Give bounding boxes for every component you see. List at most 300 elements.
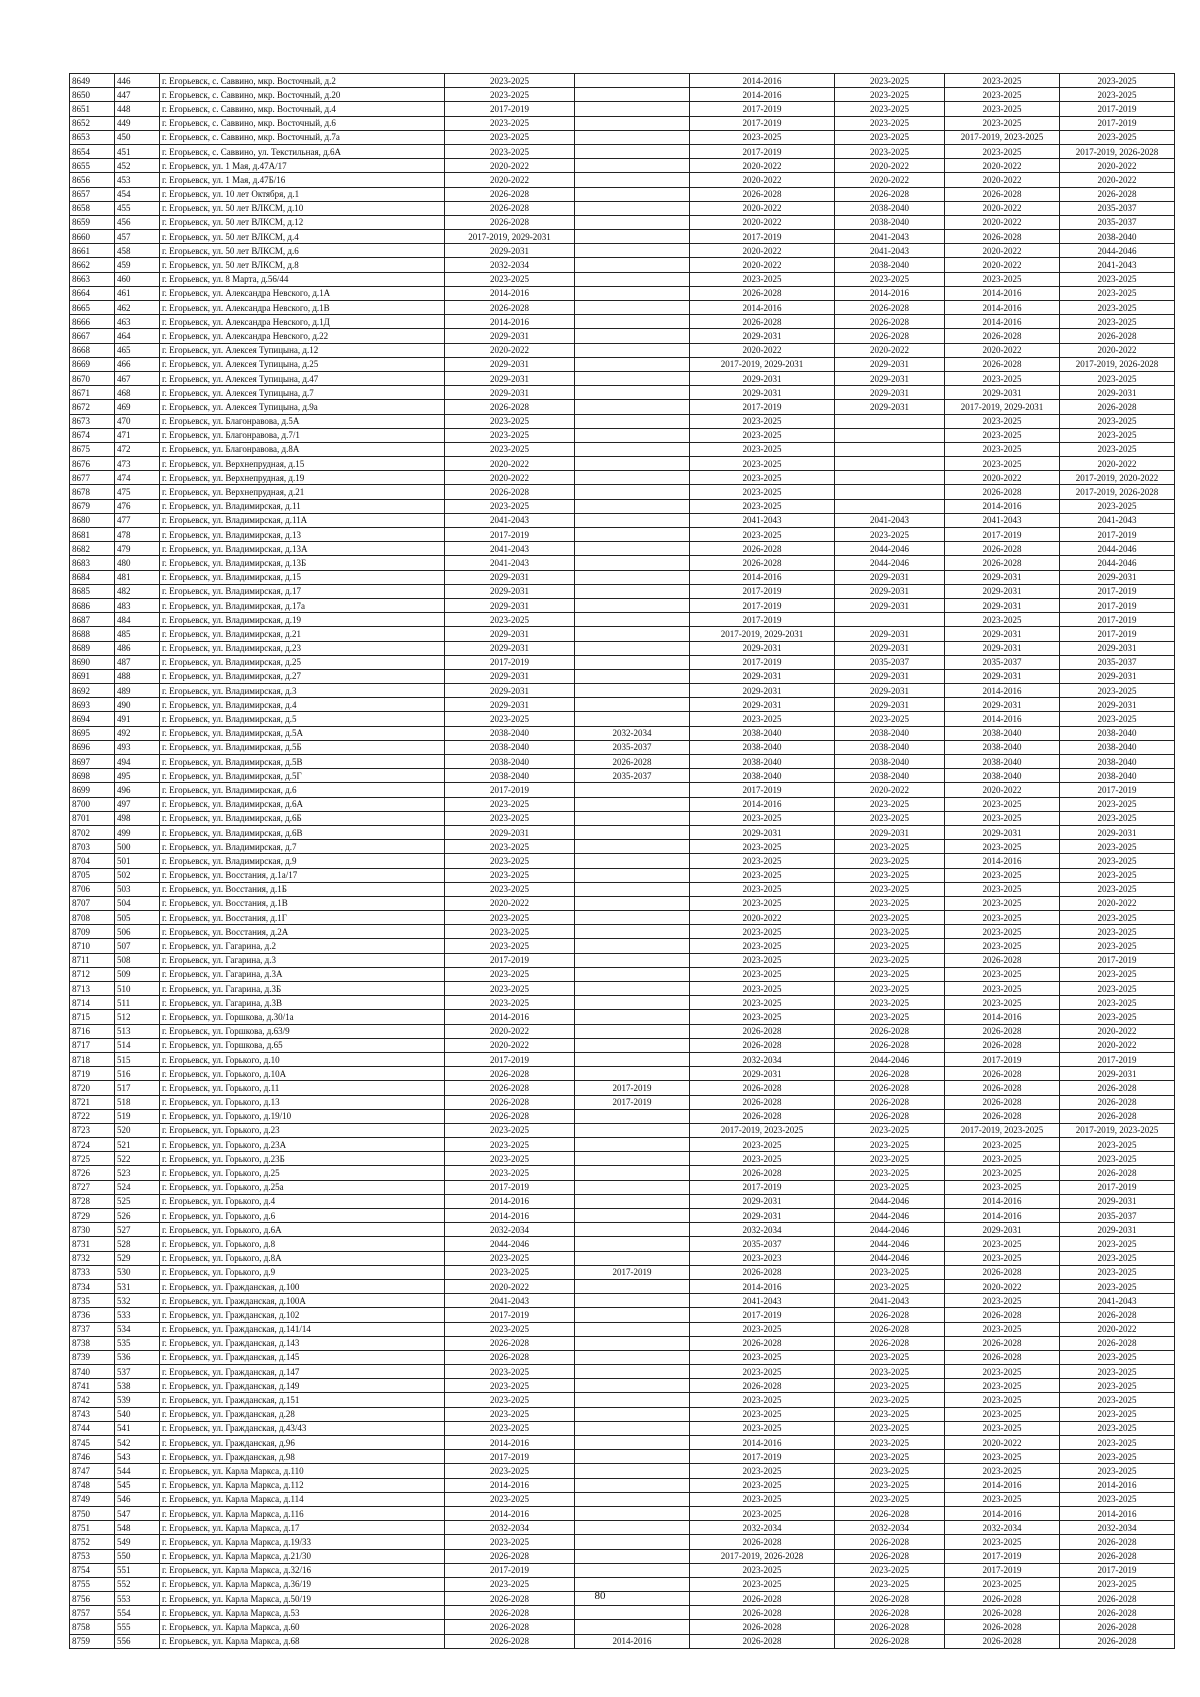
cell-address: г. Егорьевск, ул. Алексея Тупицына, д.25	[160, 357, 445, 371]
cell-row-number: 8739	[70, 1350, 115, 1364]
cell-row-number: 8690	[70, 655, 115, 669]
cell-period-6: 2023-2025	[1060, 1010, 1175, 1024]
cell-period-3: 2023-2025	[690, 868, 835, 882]
cell-address: г. Егорьевск, ул. Алексея Тупицына, д.7	[160, 386, 445, 400]
cell-period-6: 2038-2040	[1060, 755, 1175, 769]
cell-address-number: 457	[115, 230, 160, 244]
cell-period-1: 2029-2031	[445, 598, 575, 612]
cell-period-1: 2026-2028	[445, 1336, 575, 1350]
cell-period-5: 2020-2022	[945, 1279, 1060, 1293]
cell-row-number: 8696	[70, 740, 115, 754]
cell-period-1: 2023-2025	[445, 613, 575, 627]
cell-period-2	[575, 1407, 690, 1421]
cell-address-number: 469	[115, 400, 160, 414]
table-row	[70, 882, 1175, 896]
cell-address: г. Егорьевск, с. Саввино, мкр. Восточный, д.4	[160, 102, 445, 116]
table-row	[70, 371, 1175, 385]
table-row	[70, 116, 1175, 130]
cell-period-1: 2029-2031	[445, 329, 575, 343]
table-row	[70, 1407, 1175, 1421]
cell-period-3: 2023-2025	[690, 811, 835, 825]
cell-period-2	[575, 1010, 690, 1024]
cell-period-4: 2023-2025	[835, 88, 945, 102]
page-number: 80	[594, 1590, 606, 1602]
cell-address-number: 505	[115, 911, 160, 925]
cell-address: г. Егорьевск, ул. Гражданская, д.145	[160, 1350, 445, 1364]
table-row	[70, 1052, 1175, 1066]
cell-period-1: 2026-2028	[445, 1067, 575, 1081]
cell-row-number: 8685	[70, 584, 115, 598]
cell-period-1: 2017-2019	[445, 528, 575, 542]
cell-row-number: 8699	[70, 783, 115, 797]
cell-period-6: 2026-2028	[1060, 1592, 1175, 1606]
cell-period-2	[575, 471, 690, 485]
cell-address-number: 510	[115, 982, 160, 996]
cell-row-number: 8660	[70, 230, 115, 244]
cell-period-6: 2026-2028	[1060, 1634, 1175, 1648]
cell-address: г. Егорьевск, ул. Горького, д.8	[160, 1237, 445, 1251]
cell-row-number: 8658	[70, 201, 115, 215]
cell-row-number: 8718	[70, 1052, 115, 1066]
cell-row-number: 8692	[70, 684, 115, 698]
cell-address: г. Егорьевск, ул. Владимирская, д.15	[160, 570, 445, 584]
table-row	[70, 1123, 1175, 1137]
cell-period-1: 2023-2025	[445, 272, 575, 286]
cell-period-3: 2014-2016	[690, 301, 835, 315]
cell-address: г. Егорьевск, ул. Александра Невского, д.1Д	[160, 315, 445, 329]
cell-period-2	[575, 655, 690, 669]
cell-period-1: 2023-2025	[445, 1535, 575, 1549]
cell-period-4: 2026-2028	[835, 315, 945, 329]
cell-period-3: 2017-2019	[690, 655, 835, 669]
table-row	[70, 428, 1175, 442]
cell-period-2	[575, 258, 690, 272]
cell-period-5: 2023-2025	[945, 102, 1060, 116]
cell-address-number: 465	[115, 343, 160, 357]
cell-address-number: 518	[115, 1095, 160, 1109]
cell-period-2	[575, 1024, 690, 1038]
cell-period-4: 2041-2043	[835, 230, 945, 244]
cell-period-3: 2023-2025	[690, 1393, 835, 1407]
cell-period-3: 2038-2040	[690, 740, 835, 754]
cell-address: г. Егорьевск, ул. Гагарина, д.3	[160, 953, 445, 967]
cell-period-6: 2029-2031	[1060, 386, 1175, 400]
table-row	[70, 1109, 1175, 1123]
table-row	[70, 187, 1175, 201]
table-body	[70, 74, 1175, 1649]
cell-period-3: 2023-2025	[690, 1492, 835, 1506]
cell-period-2	[575, 1138, 690, 1152]
cell-period-5: 2026-2028	[945, 1067, 1060, 1081]
cell-address: г. Егорьевск, ул. Горького, д.23А	[160, 1138, 445, 1152]
cell-row-number: 8719	[70, 1067, 115, 1081]
cell-period-4: 2026-2028	[835, 1620, 945, 1634]
cell-period-5: 2026-2028	[945, 556, 1060, 570]
cell-period-2	[575, 230, 690, 244]
cell-period-1: 2026-2028	[445, 1592, 575, 1606]
cell-period-5: 2029-2031	[945, 570, 1060, 584]
cell-address-number: 517	[115, 1081, 160, 1095]
cell-period-1: 2026-2028	[445, 187, 575, 201]
cell-period-5: 2014-2016	[945, 301, 1060, 315]
cell-period-1: 2014-2016	[445, 1478, 575, 1492]
cell-period-3: 2023-2025	[690, 1152, 835, 1166]
table-row	[70, 414, 1175, 428]
cell-period-4	[835, 442, 945, 456]
cell-period-6: 2038-2040	[1060, 230, 1175, 244]
cell-period-4: 2023-2025	[835, 1350, 945, 1364]
cell-address: г. Егорьевск, ул. Владимирская, д.5Б	[160, 740, 445, 754]
cell-period-6: 2023-2025	[1060, 315, 1175, 329]
cell-period-2: 2035-2037	[575, 740, 690, 754]
cell-period-1: 2023-2025	[445, 882, 575, 896]
cell-address: г. Егорьевск, ул. Благонравова, д.8А	[160, 442, 445, 456]
table-row	[70, 868, 1175, 882]
cell-period-1: 2029-2031	[445, 570, 575, 584]
cell-period-2	[575, 428, 690, 442]
cell-period-5: 2020-2022	[945, 783, 1060, 797]
cell-row-number: 8738	[70, 1336, 115, 1350]
cell-address: г. Егорьевск, ул. Гражданская, д.100А	[160, 1294, 445, 1308]
cell-period-2	[575, 1535, 690, 1549]
cell-address-number: 506	[115, 925, 160, 939]
cell-period-5: 2026-2028	[945, 1592, 1060, 1606]
cell-period-6: 2017-2019, 2020-2022	[1060, 471, 1175, 485]
cell-period-5: 2014-2016	[945, 1478, 1060, 1492]
cell-address-number: 531	[115, 1279, 160, 1293]
cell-period-1: 2020-2022	[445, 159, 575, 173]
cell-period-3: 2029-2031	[690, 1067, 835, 1081]
cell-period-1: 2017-2019	[445, 102, 575, 116]
cell-period-2	[575, 1209, 690, 1223]
cell-period-2	[575, 88, 690, 102]
cell-address: г. Егорьевск, ул. Владимирская, д.11А	[160, 513, 445, 527]
cell-period-6: 2041-2043	[1060, 258, 1175, 272]
table-row	[70, 797, 1175, 811]
cell-address: г. Егорьевск, ул. Владимирская, д.5А	[160, 726, 445, 740]
table-row	[70, 485, 1175, 499]
cell-address-number: 556	[115, 1634, 160, 1648]
cell-period-2	[575, 1478, 690, 1492]
table-row	[70, 698, 1175, 712]
cell-period-1: 2026-2028	[445, 1634, 575, 1648]
cell-row-number: 8652	[70, 116, 115, 130]
cell-period-5: 2023-2025	[945, 428, 1060, 442]
cell-address: г. Егорьевск, ул. 1 Мая, д.47А/17	[160, 159, 445, 173]
cell-period-1: 2023-2025	[445, 144, 575, 158]
cell-address-number: 548	[115, 1521, 160, 1535]
cell-address-number: 452	[115, 159, 160, 173]
table-row	[70, 1081, 1175, 1095]
cell-address: г. Егорьевск, ул. Владимирская, д.17	[160, 584, 445, 598]
table-row	[70, 1365, 1175, 1379]
table-row	[70, 1166, 1175, 1180]
cell-row-number: 8698	[70, 769, 115, 783]
cell-period-6: 2035-2037	[1060, 1209, 1175, 1223]
cell-period-6: 2023-2025	[1060, 499, 1175, 513]
cell-period-2	[575, 1052, 690, 1066]
cell-address: г. Егорьевск, ул. 8 Марта, д.56/44	[160, 272, 445, 286]
cell-row-number: 8757	[70, 1606, 115, 1620]
cell-period-4: 2023-2025	[835, 896, 945, 910]
cell-period-5: 2026-2028	[945, 357, 1060, 371]
cell-period-3: 2023-2025	[690, 896, 835, 910]
table-row	[70, 1620, 1175, 1634]
cell-address-number: 542	[115, 1436, 160, 1450]
cell-period-4: 2023-2025	[835, 1478, 945, 1492]
cell-period-2	[575, 400, 690, 414]
cell-period-1: 2023-2025	[445, 1393, 575, 1407]
cell-period-1: 2023-2025	[445, 88, 575, 102]
cell-period-1: 2029-2031	[445, 669, 575, 683]
cell-period-3: 2023-2025	[690, 471, 835, 485]
cell-period-3: 2026-2028	[690, 1336, 835, 1350]
cell-period-3: 2023-2023	[690, 1251, 835, 1265]
cell-period-3: 2026-2028	[690, 187, 835, 201]
cell-period-1: 2023-2025	[445, 1407, 575, 1421]
cell-period-6: 2020-2022	[1060, 159, 1175, 173]
cell-period-1: 2029-2031	[445, 386, 575, 400]
cell-period-5: 2023-2025	[945, 982, 1060, 996]
cell-address: г. Егорьевск, ул. Благонравова, д.7/1	[160, 428, 445, 442]
cell-period-6: 2026-2028	[1060, 187, 1175, 201]
cell-address-number: 521	[115, 1138, 160, 1152]
table-row	[70, 726, 1175, 740]
cell-address: г. Егорьевск, ул. Горького, д.9	[160, 1265, 445, 1279]
cell-address-number: 545	[115, 1478, 160, 1492]
cell-period-3: 2023-2025	[690, 528, 835, 542]
cell-period-4: 2023-2025	[835, 797, 945, 811]
cell-period-1: 2026-2028	[445, 1081, 575, 1095]
cell-period-5: 2041-2043	[945, 513, 1060, 527]
cell-row-number: 8668	[70, 343, 115, 357]
cell-period-6: 2020-2022	[1060, 173, 1175, 187]
cell-period-1: 2023-2025	[445, 130, 575, 144]
cell-period-6: 2017-2019	[1060, 1563, 1175, 1577]
cell-period-2	[575, 1521, 690, 1535]
cell-period-4: 2023-2025	[835, 1450, 945, 1464]
cell-period-5: 2023-2025	[945, 1464, 1060, 1478]
cell-period-2	[575, 215, 690, 229]
cell-row-number: 8715	[70, 1010, 115, 1024]
cell-address-number: 529	[115, 1251, 160, 1265]
table-row	[70, 315, 1175, 329]
table-row	[70, 854, 1175, 868]
cell-period-6: 2017-2019	[1060, 598, 1175, 612]
cell-period-1: 2026-2028	[445, 400, 575, 414]
cell-period-4: 2023-2025	[835, 925, 945, 939]
cell-period-2	[575, 173, 690, 187]
cell-period-6: 2023-2025	[1060, 712, 1175, 726]
cell-period-6: 2023-2025	[1060, 882, 1175, 896]
cell-period-5: 2023-2025	[945, 1407, 1060, 1421]
cell-period-4: 2023-2025	[835, 1407, 945, 1421]
cell-address: г. Егорьевск, ул. Владимирская, д.9	[160, 854, 445, 868]
cell-period-5: 2038-2040	[945, 755, 1060, 769]
cell-period-5: 2023-2025	[945, 1393, 1060, 1407]
table-row	[70, 1350, 1175, 1364]
cell-period-3: 2023-2025	[690, 996, 835, 1010]
cell-period-2	[575, 1421, 690, 1435]
cell-address-number: 508	[115, 953, 160, 967]
cell-address: г. Егорьевск, ул. Владимирская, д.6А	[160, 797, 445, 811]
table-row	[70, 1010, 1175, 1024]
cell-row-number: 8709	[70, 925, 115, 939]
cell-period-2	[575, 783, 690, 797]
cell-address: г. Егорьевск, ул. Горшкова, д.63/9	[160, 1024, 445, 1038]
cell-period-4	[835, 414, 945, 428]
cell-period-5: 2014-2016	[945, 286, 1060, 300]
cell-period-1: 2023-2025	[445, 1138, 575, 1152]
cell-period-2	[575, 1223, 690, 1237]
cell-period-1: 2023-2025	[445, 868, 575, 882]
cell-period-2	[575, 1379, 690, 1393]
table-row	[70, 598, 1175, 612]
cell-period-3: 2023-2025	[690, 1350, 835, 1364]
cell-period-3: 2014-2016	[690, 797, 835, 811]
table-row	[70, 1265, 1175, 1279]
cell-period-5: 2014-2016	[945, 1209, 1060, 1223]
cell-period-4: 2023-2025	[835, 1279, 945, 1293]
cell-period-4: 2041-2043	[835, 1294, 945, 1308]
cell-period-5: 2014-2016	[945, 499, 1060, 513]
cell-period-6: 2026-2028	[1060, 1308, 1175, 1322]
cell-address: г. Егорьевск, ул. Владимирская, д.23	[160, 641, 445, 655]
cell-address: г. Егорьевск, ул. Владимирская, д.3	[160, 684, 445, 698]
cell-period-4: 2026-2028	[835, 1634, 945, 1648]
cell-period-3: 2020-2022	[690, 343, 835, 357]
cell-row-number: 8754	[70, 1563, 115, 1577]
cell-period-5: 2023-2025	[945, 88, 1060, 102]
cell-address: г. Егорьевск, ул. 50 лет ВЛКСМ, д.12	[160, 215, 445, 229]
cell-address-number: 500	[115, 840, 160, 854]
cell-period-3: 2023-2025	[690, 1506, 835, 1520]
cell-period-1: 2041-2043	[445, 513, 575, 527]
cell-period-6: 2023-2025	[1060, 301, 1175, 315]
cell-row-number: 8689	[70, 641, 115, 655]
cell-period-2	[575, 598, 690, 612]
cell-period-2	[575, 584, 690, 598]
cell-period-4: 2023-2025	[835, 1421, 945, 1435]
cell-row-number: 8744	[70, 1421, 115, 1435]
cell-period-6: 2023-2025	[1060, 1350, 1175, 1364]
cell-period-1: 2038-2040	[445, 769, 575, 783]
cell-period-1: 2029-2031	[445, 371, 575, 385]
cell-address: г. Егорьевск, ул. Гражданская, д.149	[160, 1379, 445, 1393]
table-row	[70, 542, 1175, 556]
table-row	[70, 457, 1175, 471]
cell-address-number: 449	[115, 116, 160, 130]
cell-address: г. Егорьевск, ул. Владимирская, д.27	[160, 669, 445, 683]
cell-period-1: 2023-2025	[445, 996, 575, 1010]
cell-period-1: 2023-2025	[445, 1265, 575, 1279]
cell-address: г. Егорьевск, ул. Горького, д.23Б	[160, 1152, 445, 1166]
cell-period-4: 2014-2016	[835, 286, 945, 300]
cell-period-6: 2029-2031	[1060, 570, 1175, 584]
cell-period-4: 2041-2043	[835, 513, 945, 527]
cell-period-6: 2029-2031	[1060, 669, 1175, 683]
cell-period-5: 2023-2025	[945, 1365, 1060, 1379]
cell-period-4: 2023-2025	[835, 116, 945, 130]
cell-address-number: 533	[115, 1308, 160, 1322]
cell-period-3: 2023-2025	[690, 499, 835, 513]
table-row	[70, 911, 1175, 925]
cell-period-4: 2038-2040	[835, 726, 945, 740]
cell-period-4: 2023-2025	[835, 1138, 945, 1152]
cell-period-5: 2026-2028	[945, 1336, 1060, 1350]
table-row	[70, 641, 1175, 655]
cell-address-number: 485	[115, 627, 160, 641]
cell-period-1: 2026-2028	[445, 1620, 575, 1634]
cell-period-4: 2026-2028	[835, 1535, 945, 1549]
repair-schedule-table	[69, 73, 1175, 1649]
cell-address: г. Егорьевск, ул. Восстания, д.2А	[160, 925, 445, 939]
cell-period-5: 2032-2034	[945, 1521, 1060, 1535]
cell-address: г. Егорьевск, ул. Восстания, д.1Г	[160, 911, 445, 925]
cell-period-1: 2026-2028	[445, 1095, 575, 1109]
cell-period-4: 2038-2040	[835, 755, 945, 769]
cell-period-5: 2023-2025	[945, 272, 1060, 286]
cell-address-number: 513	[115, 1024, 160, 1038]
cell-period-4: 2026-2028	[835, 1024, 945, 1038]
cell-period-6: 2023-2025	[1060, 1577, 1175, 1591]
cell-address-number: 474	[115, 471, 160, 485]
cell-period-3: 2029-2031	[690, 371, 835, 385]
cell-period-3: 2029-2031	[690, 669, 835, 683]
cell-row-number: 8654	[70, 144, 115, 158]
table-row	[70, 442, 1175, 456]
cell-period-3: 2017-2019	[690, 1180, 835, 1194]
table-row	[70, 1421, 1175, 1435]
table-row	[70, 357, 1175, 371]
cell-period-2	[575, 1464, 690, 1478]
cell-address-number: 460	[115, 272, 160, 286]
cell-period-6: 2032-2034	[1060, 1521, 1175, 1535]
cell-row-number: 8748	[70, 1478, 115, 1492]
cell-period-3: 2023-2025	[690, 982, 835, 996]
cell-address: г. Егорьевск, с. Саввино, мкр. Восточный, д.20	[160, 88, 445, 102]
cell-address: г. Егорьевск, ул. Алексея Тупицына, д.47	[160, 371, 445, 385]
cell-period-2	[575, 315, 690, 329]
cell-period-5: 2026-2028	[945, 953, 1060, 967]
cell-period-1: 2014-2016	[445, 1209, 575, 1223]
cell-row-number: 8669	[70, 357, 115, 371]
cell-address: г. Егорьевск, ул. Алексея Тупицына, д.12	[160, 343, 445, 357]
cell-row-number: 8721	[70, 1095, 115, 1109]
table-row	[70, 215, 1175, 229]
cell-row-number: 8753	[70, 1549, 115, 1563]
table-row	[70, 301, 1175, 315]
cell-address: г. Егорьевск, ул. Карла Маркса, д.50/19	[160, 1592, 445, 1606]
cell-period-6: 2017-2019	[1060, 584, 1175, 598]
cell-period-5: 2023-2025	[945, 1138, 1060, 1152]
cell-period-1: 2029-2031	[445, 627, 575, 641]
cell-period-3: 2017-2019	[690, 783, 835, 797]
table-row	[70, 1492, 1175, 1506]
cell-period-5: 2023-2025	[945, 882, 1060, 896]
cell-row-number: 8731	[70, 1237, 115, 1251]
cell-period-4: 2023-2025	[835, 996, 945, 1010]
cell-period-6: 2023-2025	[1060, 684, 1175, 698]
cell-period-3: 2017-2019, 2029-2031	[690, 627, 835, 641]
cell-period-4: 2038-2040	[835, 258, 945, 272]
cell-address: г. Егорьевск, ул. Гражданская, д.147	[160, 1365, 445, 1379]
cell-period-3: 2020-2022	[690, 911, 835, 925]
cell-address-number: 484	[115, 613, 160, 627]
cell-period-3: 2032-2034	[690, 1223, 835, 1237]
cell-period-3: 2032-2034	[690, 1521, 835, 1535]
cell-period-6: 2023-2025	[1060, 371, 1175, 385]
